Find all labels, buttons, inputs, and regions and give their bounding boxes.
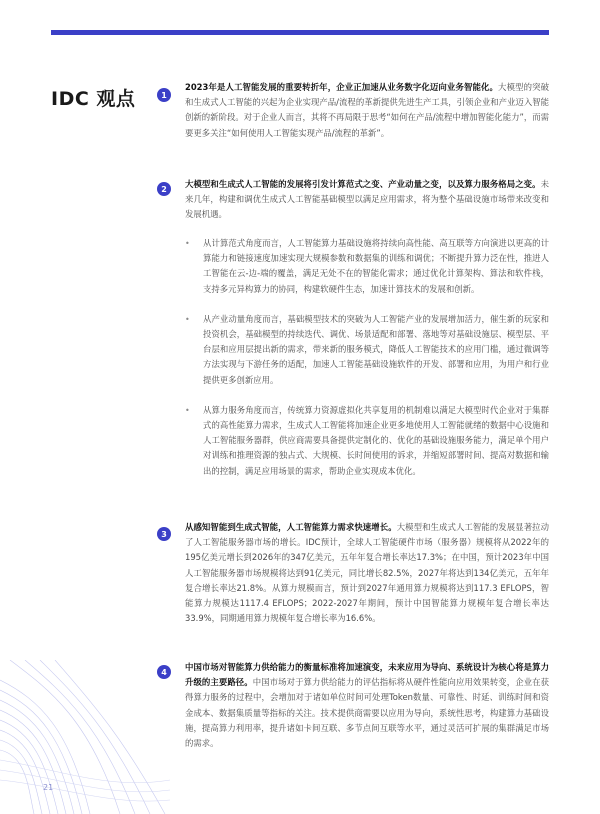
page-number: 21 [43, 783, 54, 792]
point-3-body: 大模型和生成式人工智能的发展显著拉动了人工智能服务器市场的增长。IDC预计，全球人工智能硬件市场（服务器）规模将从2022年的195亿美元增长到2026年的347亿美元，五年年复合增长率达17.3%；在中国，预计2023年中国人工智能服务器市场规模将达到91亿美元，同比增长82.5%，2027年将达到134亿美元，五年年复合增长率达21.8%。从算力规模而言，预计到2027年通用算力规模将达到117.3 EFLOPS，智能算力规模达1117.4 EFLOPS；2022-2027年期间，预计中国智能算力规模年复合增长率达33.9%，同期通用算力规模年复合增长率为16.6%。 [185, 522, 550, 624]
bullet-dot-icon: • [185, 239, 190, 248]
point-2-body: 未来几年，构建和调优生成式人工智能基础模型以满足应用需求，将为整个基础设施市场带来改变和发展机遇。 [185, 179, 549, 220]
section-title: IDC 观点 [51, 88, 136, 110]
bullet-dot-icon: • [185, 405, 190, 415]
point-1-body: 大模型的突破和生成式人工智能的兴起为企业实现产品/流程的革新提供先进生产工具，引领企业和产业迈入智能创新的新阶段。对于企业人而言，其将不再局限于思考“如何在产品/流程中增加智能化能力”，而需要更多关注“如何使用人工智能实现产品/流程的革新”。 [185, 82, 550, 138]
point-1-lead: 2023年是人工智能发展的重要转折年，企业正加速从业务数字化迈向业务智能化。 [185, 82, 499, 92]
list-item [185, 236, 549, 297]
list-item [185, 312, 549, 388]
point-3-lead: 从感知智能到生成式智能，人工智能算力需求快速增长。 [185, 522, 397, 532]
point-2-number-badge: 2 [157, 182, 171, 196]
point-3-number-badge: 3 [157, 527, 171, 541]
point-2-paragraph [185, 177, 549, 223]
point-2-bullet-list [185, 236, 549, 479]
point-2-lead: 大模型和生成式人工智能的发展将引发计算范式之变、产业动量之变，以及算力服务格局之变。 [185, 179, 541, 189]
point-3-paragraph [185, 520, 549, 626]
bullet-text: 从算力服务角度而言，传统算力资源虚拟化共享复用的机制难以满足大模型时代企业对于集群式的高性能算力需求，生成式人工智能将加速企业更多地使用人工智能就绪的数据中心设施和人工智能服务器群，供应商需要具备提供定制化的、优化的基础设施服务能力，满足单个用户对训练和推理资源的独占式、大规模、长时间使用的诉求，并缩短部署时间、提高对数据和输出的控制，满足应用场景的需求，帮助企业实现成本优化。 [203, 404, 549, 476]
point-4-paragraph [185, 660, 549, 751]
decorative-wave-graphic [0, 660, 170, 814]
bullet-text: 从计算范式角度而言，人工智能算力基础设施将持续向高性能、高互联等方向演进以更高的计算能力和链接速度加速实现大规模参数和数据集的训练和调优；不断提升算力泛在性，推进人工智能在云-边-端的覆盖，满足无处不在的智能化需求；通过优化计算架构、算法和软件栈，支持多元异构算力的协同，构建软硬件生态，加速计算技术的发展和创新。 [203, 238, 549, 294]
bullet-dot-icon: • [185, 314, 190, 324]
point-1-paragraph [185, 80, 549, 141]
top-accent-bar [51, 30, 549, 35]
list-item [185, 403, 549, 479]
point-4-lead: 中国市场对智能算力供给能力的衡量标准将加速演变，未来应用为导向、系统设计为核心将是算力升级的主要路径。 [185, 662, 549, 688]
point-4-number-badge: 4 [157, 665, 171, 679]
bullet-text: 从产业动量角度而言，基础模型技术的突破为人工智能产业的发展增加活力，催生新的玩家和投资机会，基础模型的持续迭代、调优、场景适配和部署、落地等对基础设施层、模型层、平台层和应用层提出新的需求，带来新的服务模式，降低人工智能技术的应用门槛，通过微调等方法实现与下游任务的适配，加速人工智能基础设施软件的开发、部署和应用，为用户和行业提供更多创新应用。 [203, 313, 549, 385]
point-1-number-badge: 1 [157, 88, 171, 102]
point-4-body: 中国市场对于算力供给能力的评估指标将从硬件性能向应用效果转变，企业在获得算力服务的过程中，会增加对于诸如单位时间可处理Token数量、可靠性、时延、训练时间和资金成本、数据集质量等指标的关注。技术提供商需要以应用为导向，系统性思考，构建算力基础设施，提高算力利用率，提升诸如卡间互联、多节点间互联等水平，通过灵活可扩展的集群满足市场的需求。 [185, 677, 550, 749]
